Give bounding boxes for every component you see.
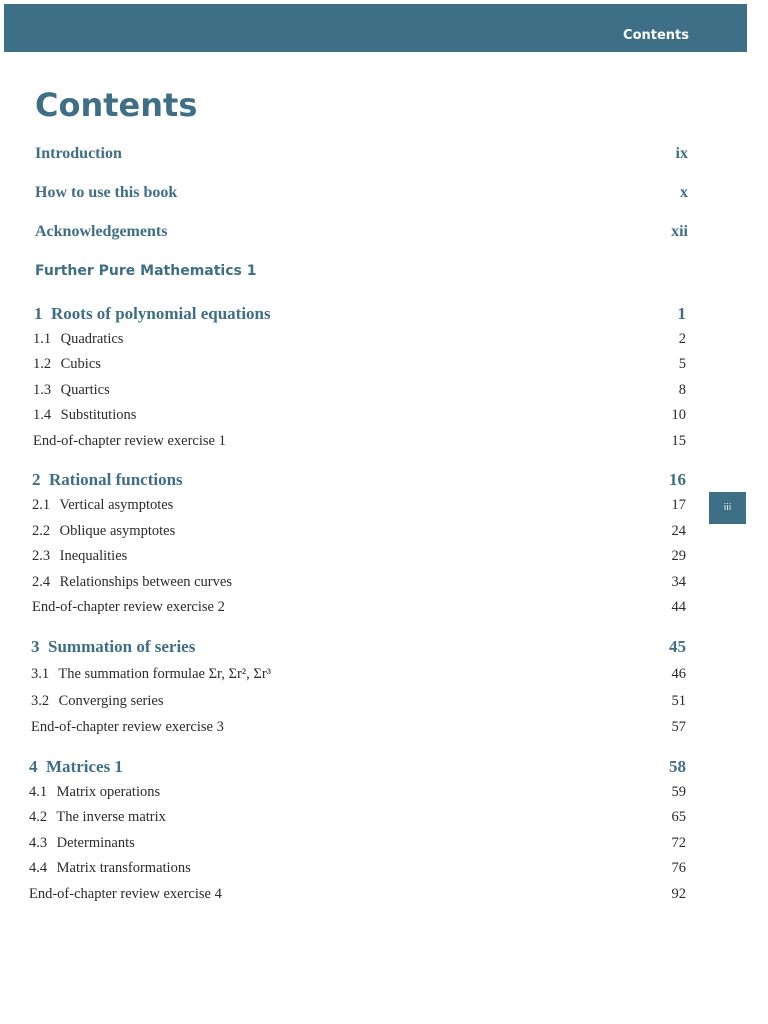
- section-title: [29, 860, 191, 877]
- chapter-title: [31, 637, 195, 657]
- section-title: [29, 809, 166, 826]
- review-title: End-of-chapter review exercise 1: [33, 433, 226, 449]
- toc-section[interactable]: [0, 574, 768, 598]
- toc-entry-how-to-use[interactable]: [0, 184, 768, 208]
- section-number: 4.1: [29, 784, 48, 800]
- section-page: 24: [671, 523, 686, 539]
- section-number: 4.4: [29, 860, 48, 876]
- toc-chapter-3[interactable]: [0, 637, 768, 661]
- section-number: 2.1: [32, 497, 51, 513]
- toc-entry-introduction[interactable]: [0, 145, 768, 169]
- toc-section[interactable]: [0, 331, 768, 355]
- review-title: End-of-chapter review exercise 4: [29, 886, 222, 902]
- toc-section[interactable]: [0, 548, 768, 572]
- section-title-text: Inequalities: [59, 548, 128, 564]
- section-title-text: Quartics: [60, 382, 110, 398]
- section-page: 72: [671, 835, 686, 851]
- section-title-text: Converging series: [58, 693, 164, 709]
- section-title: [32, 574, 232, 591]
- section-page: 8: [678, 382, 686, 398]
- section-page: 10: [671, 407, 686, 423]
- section-number: 2.2: [32, 523, 51, 539]
- section-title-text: The summation formulae Σr, Σr², Σr³: [58, 666, 271, 682]
- section-title: [33, 382, 110, 399]
- section-title: [31, 693, 163, 710]
- toc-section[interactable]: [0, 784, 768, 808]
- toc-section[interactable]: [0, 407, 768, 431]
- section-number: 1.3: [33, 382, 52, 398]
- section-title: [33, 331, 123, 348]
- section-title: [31, 666, 271, 683]
- toc-review[interactable]: [0, 599, 768, 623]
- toc-section[interactable]: [0, 666, 768, 690]
- section-page: 5: [678, 356, 686, 372]
- chapter-number: 3: [31, 637, 40, 656]
- toc-entry-label: Acknowledgements: [35, 223, 168, 240]
- toc-section[interactable]: [0, 835, 768, 859]
- toc-section[interactable]: [0, 356, 768, 380]
- section-title: [29, 835, 135, 852]
- toc-chapter-2[interactable]: [0, 470, 768, 494]
- section-title: [32, 548, 127, 565]
- chapter-title: [29, 757, 123, 777]
- toc-chapter-4[interactable]: [0, 757, 768, 781]
- chapter-number: 1: [34, 304, 43, 323]
- toc-section[interactable]: [0, 497, 768, 521]
- toc-section[interactable]: [0, 382, 768, 406]
- chapter-number: 4: [29, 757, 38, 776]
- review-title: End-of-chapter review exercise 2: [32, 599, 225, 615]
- toc-review[interactable]: [0, 719, 768, 743]
- toc-chapter-1[interactable]: [0, 304, 768, 328]
- section-title-text: Oblique asymptotes: [59, 523, 176, 539]
- toc-review[interactable]: [0, 433, 768, 457]
- chapter-page: 1: [677, 304, 686, 323]
- review-page: 92: [671, 886, 686, 902]
- section-title: [33, 407, 136, 424]
- toc-entry-page: x: [680, 184, 688, 201]
- section-number: 3.2: [31, 693, 50, 709]
- section-title: [29, 784, 160, 801]
- chapter-page: 45: [669, 637, 686, 656]
- section-page: 59: [671, 784, 686, 800]
- chapter-title-text: Rational functions: [49, 470, 183, 489]
- section-page: 17: [671, 497, 686, 513]
- section-page: 2: [678, 331, 686, 347]
- review-page: 44: [671, 599, 686, 615]
- section-title-text: Matrix operations: [56, 784, 161, 800]
- section-page: 65: [671, 809, 686, 825]
- chapter-page: 58: [669, 757, 686, 776]
- review-title: End-of-chapter review exercise 3: [31, 719, 224, 735]
- toc-entry-label: Introduction: [35, 145, 122, 162]
- header-bar: [4, 4, 747, 52]
- toc-section[interactable]: [0, 693, 768, 717]
- toc-review[interactable]: [0, 886, 768, 910]
- chapter-title: [34, 304, 271, 324]
- page-number-tab: iii: [709, 492, 746, 524]
- chapter-page: 16: [669, 470, 686, 489]
- part-heading-label: Further Pure Mathematics 1: [35, 263, 257, 279]
- toc-entry-page: xii: [671, 223, 688, 240]
- section-title-text: Relationships between curves: [59, 574, 232, 590]
- section-title-text: Quadratics: [60, 331, 124, 347]
- section-number: 2.4: [32, 574, 51, 590]
- toc-entry-acknowledgements[interactable]: [0, 223, 768, 247]
- section-title-text: Vertical asymptotes: [59, 497, 174, 513]
- review-page: 15: [671, 433, 686, 449]
- section-number: 1.1: [33, 331, 52, 347]
- toc-section[interactable]: [0, 860, 768, 884]
- section-page: 34: [671, 574, 686, 590]
- section-title-text: Determinants: [56, 835, 135, 851]
- section-title-text: Substitutions: [60, 407, 137, 423]
- section-number: 3.1: [31, 666, 50, 682]
- chapter-number: 2: [32, 470, 41, 489]
- section-page: 76: [671, 860, 686, 876]
- section-page: 51: [671, 693, 686, 709]
- section-title-text: Matrix transformations: [56, 860, 191, 876]
- section-number: 2.3: [32, 548, 51, 564]
- section-number: 4.3: [29, 835, 48, 851]
- page-title: Contents: [35, 86, 198, 124]
- section-title-text: The inverse matrix: [56, 809, 166, 825]
- toc-entry-label: How to use this book: [35, 184, 178, 201]
- section-title: [33, 356, 101, 373]
- section-page: 46: [671, 666, 686, 682]
- section-title-text: Cubics: [60, 356, 101, 372]
- chapter-title-text: Summation of series: [48, 637, 196, 656]
- section-title: [32, 523, 175, 540]
- section-title: [32, 497, 173, 514]
- review-page: 57: [671, 719, 686, 735]
- toc-section[interactable]: [0, 809, 768, 833]
- part-heading: [0, 263, 768, 287]
- header-label: Contents: [623, 28, 689, 43]
- chapter-title-text: Roots of polynomial equations: [51, 304, 271, 323]
- toc-section[interactable]: [0, 523, 768, 547]
- section-number: 4.2: [29, 809, 48, 825]
- section-page: 29: [671, 548, 686, 564]
- chapter-title-text: Matrices 1: [46, 757, 123, 776]
- section-number: 1.4: [33, 407, 52, 423]
- chapter-title: [32, 470, 183, 490]
- section-number: 1.2: [33, 356, 52, 372]
- toc-entry-page: ix: [675, 145, 688, 162]
